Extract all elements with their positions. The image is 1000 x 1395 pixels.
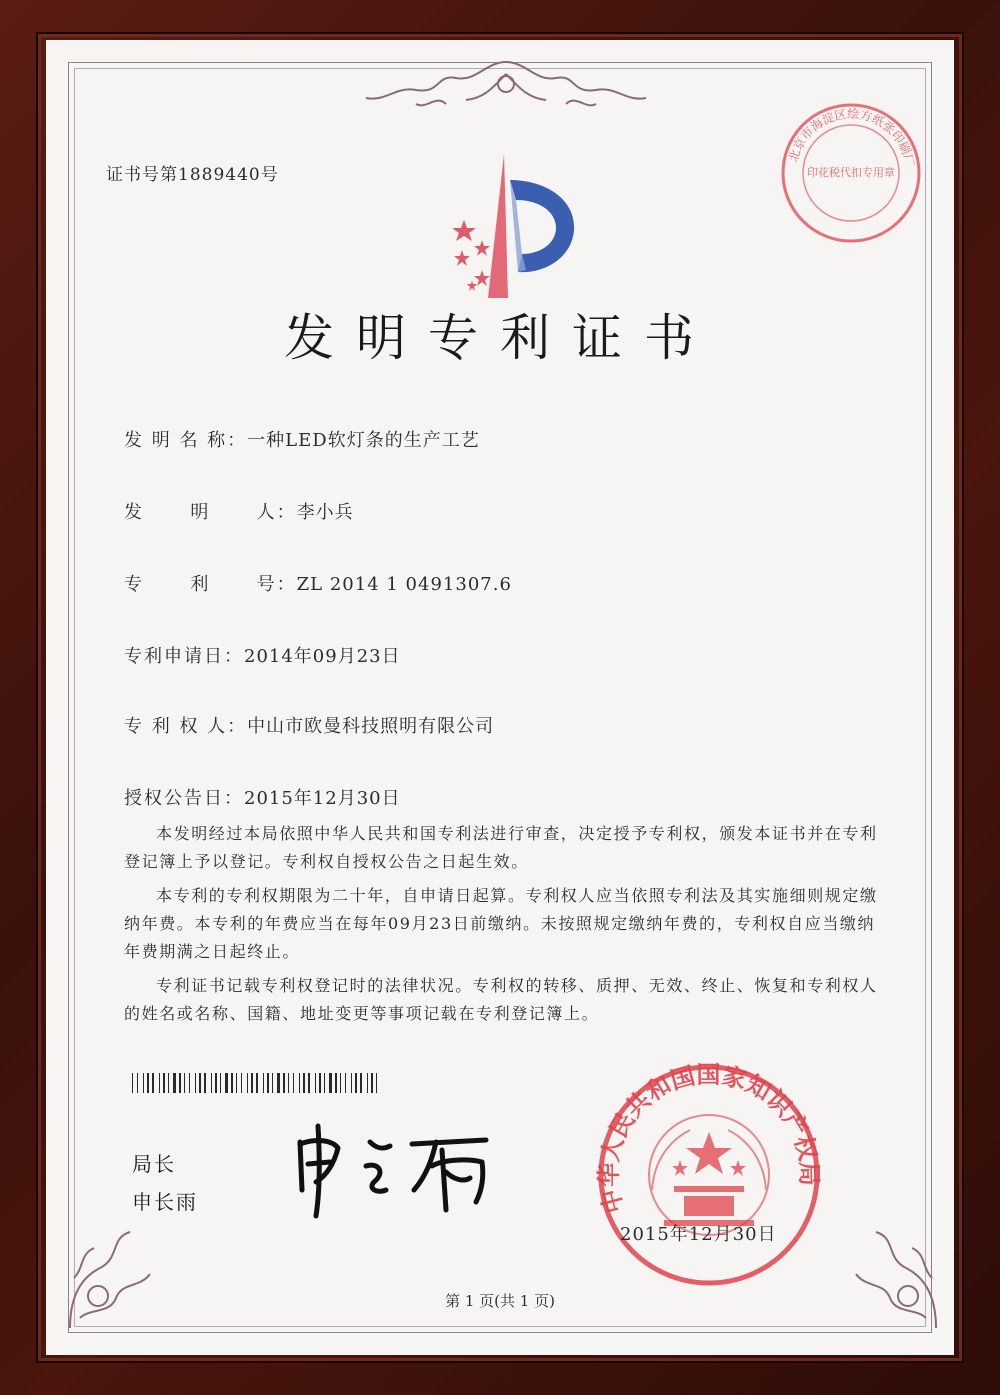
- field-grant-date: [124, 784, 401, 810]
- body-paragraph: 本专利的专利权期限为二十年，自申请日起算。专利权人应当依照专利法及其实施细则规定缴纳年费。本专利的年费应当在每年09月23日前缴纳。未按照规定缴纳年费的，专利权自应当缴纳年费期满之日起终止。: [124, 886, 878, 961]
- document-title: 发明专利证书: [284, 309, 716, 367]
- bottom-left-ornament-icon: [60, 1218, 200, 1338]
- body-paragraph: 专利证书记载专利权登记时的法律状况。专利权的转移、质押、无效、终止、恢复和专利权人的姓名或名称、国籍、地址变更等事项记载在专利登记簿上。: [124, 976, 878, 1023]
- national-ip-office-seal-icon: [594, 1060, 824, 1290]
- top-ornament-icon: [346, 54, 666, 118]
- bottom-right-ornament-icon: [806, 1218, 946, 1338]
- director-name: 申长雨: [132, 1190, 198, 1214]
- seal-main-arc-text: 中华人民共和国国家知识产权局: [594, 1060, 824, 1217]
- certificate-number: 证书号第1889440号: [106, 165, 279, 185]
- body-paragraph: 本发明经过本局依照中华人民共和国专利法进行审查，决定授予专利权，颁发本证书并在专利登记簿上予以登记。专利权自授权公告之日起生效。: [124, 824, 878, 871]
- sipo-logo-icon: [426, 150, 586, 300]
- field-label: 专利申请日：: [124, 646, 244, 667]
- field-value: 一种LED软灯条的生产工艺: [247, 430, 480, 451]
- field-label: 专 利 号：: [124, 574, 297, 595]
- field-label: 授权公告日：: [124, 788, 244, 809]
- field-inventor: [124, 498, 354, 524]
- certificate-body-text: [124, 820, 884, 1034]
- field-application-date: [124, 642, 401, 668]
- field-value: 中山市欧曼科技照明有限公司: [247, 716, 495, 737]
- field-label: 专 利 权 人：: [124, 716, 248, 737]
- field-patent-number: [124, 570, 512, 596]
- certificate-paper: [46, 40, 954, 1355]
- stamp-duty-seal-icon: [776, 98, 926, 248]
- field-value: 2014年09月23日: [244, 646, 401, 667]
- director-title: 局长: [132, 1152, 176, 1176]
- field-patentee: [124, 712, 494, 738]
- page-number: 第 1 页(共 1 页): [445, 1292, 555, 1310]
- field-label: 发 明 名 称：: [124, 430, 248, 451]
- field-value: 李小兵: [296, 502, 354, 523]
- signature-icon: [286, 1120, 506, 1220]
- field-label: 发 明 人：: [124, 502, 297, 523]
- field-invention-name: [124, 426, 480, 452]
- seal-top-arc-text: 北京市海淀区绘方纸张印刷厂: [786, 106, 917, 168]
- seal-top-inner-text: 印花税代扣专用章: [807, 166, 895, 179]
- seal-date: 2015年12月30日: [620, 1224, 777, 1245]
- barcode-icon: [132, 1073, 382, 1093]
- field-value: 2015年12月30日: [244, 788, 401, 809]
- field-value: ZL 2014 1 0491307.6: [296, 574, 512, 595]
